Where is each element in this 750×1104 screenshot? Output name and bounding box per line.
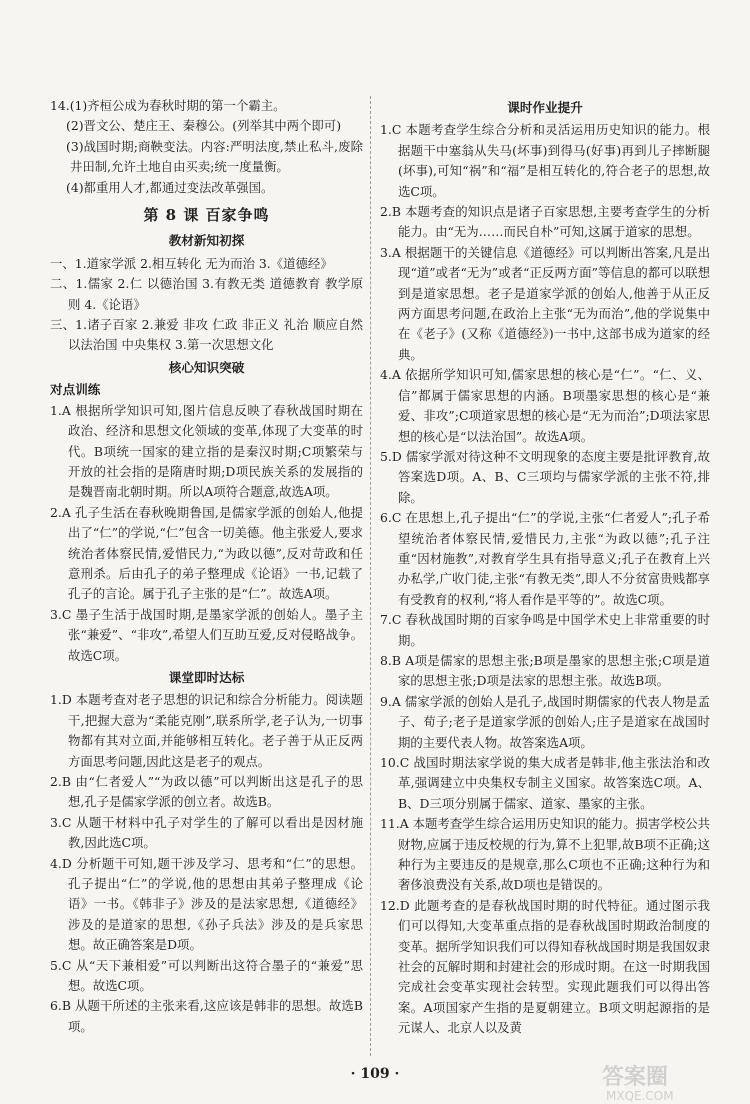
answer-item: 三、1.诸子百家 2.兼爱 非攻 仁政 非正义 礼治 顺应自然 以法治国 中央集权 3.第一次思想文化 — [50, 317, 363, 353]
section-title-homework: 课时作业提升 — [507, 100, 583, 115]
lesson-title: 第 8 课 百家争鸣 — [143, 206, 270, 225]
answer-item: 8.B A项是儒家的思想主张;B项是墨家的思想主张;C项是道家的思想主张;D项是法家的思想主张。故选B项。 — [380, 652, 710, 689]
q14-line: (4)都重用人才,都通过变法改革强国。 — [66, 179, 274, 195]
q14-line: (2)晋文公、楚庄王、秦穆公。(列举其中两个即可) — [66, 118, 342, 134]
answer-item: 4.D 分析题干可知,题干涉及学习、思考和“仁”的思想。孔子提出“仁”的学说,他的思想由其弟子整理成《论语》一书。《韩非子》涉及的是法家思想,《道德经》涉及的是道家的思想,《孙子兵法》涉及的是兵家思想。故正确答案是D项。 — [50, 855, 363, 953]
answer-item: 二、1.儒家 2.仁 以德治国 3.有教无类 道德教育 教学原则 4.《论语》 — [50, 276, 363, 312]
answer-item: 1.A 根据所学知识可知,图片信息反映了春秋战国时期在政治、经济和思想文化领域的变革,体现了大变革的时代。B项统一国家的建立指的是秦汉时期;C项繁荣与开放的社会指的是隋唐时期;D项民族关系的发展指的是魏晋南北朝时期。所以A项符合题意,故选A项。 — [50, 402, 363, 500]
answer-item: 9.A 儒家学派的创始人是孔子,战国时期儒家的代表人物是孟子、荀子;老子是道家学派的创始人;庄子是道家在战国时期的主要代表人物。故答案选A项。 — [380, 693, 710, 750]
answer-item: 5.C 从“天下兼相爱”可以判断出这符合墨子的“兼爱”思想。故选C项。 — [50, 957, 363, 994]
answer-item: 3.A 根据题干的关键信息《道德经》可以判断出答案,凡是出现“道”或者“无为”或者“正反两方面”等信息的都可以联想到是道家思想。老子是道家学派的创始人,他善于从正反两方面思考问题,在政治上主张“无为而治”,他的学说集中在《老子》(又称《道德经》)一书中,这部书成为道家的经典。 — [380, 244, 710, 362]
answer-item: 3.C 墨子生活于战国时期,是墨家学派的创始人。墨子主张“兼爱”、“非攻”,希望人们互助互爱,反对侵略战争。故选C项。 — [50, 606, 363, 663]
answer-item: 2.A 孔子生活在春秋晚期鲁国,是儒家学派的创始人,他提出了“仁”的学说,“仁”包含一切美德。他主张爱人,要求统治者体察民情,爱惜民力,“为政以德”,反对苛政和任意刑杀。后由孔子的弟子整理成《论语》一书,记载了孔子的言论。属于孔子主张的是“仁”。故选A项。 — [50, 504, 363, 602]
q14-line: 14.(1)齐桓公成为春秋时期的第一个霸主。 — [50, 98, 286, 113]
answer-item: 1.C 本题考查学生综合分析和灵活运用历史知识的能力。根据题干中塞翁从失马(坏事)到得马(好事)再到儿子摔断腿(坏事),可知“祸”和“福”是相互转化的,符合老子的思想,故选C项。 — [380, 122, 710, 199]
answer-item: 5.D 儒家学派对待这种不文明现象的态度主要是批评教育,故答案选D项。A、B、C三项均与儒家学派的主张不符,排除。 — [380, 448, 710, 505]
answer-item: 一、1.道家学派 2.相互转化 无为而治 3.《道德经》 — [50, 255, 333, 271]
section-title-classroom: 课堂即时达标 — [168, 669, 245, 685]
watermark-big-text: 答案圈 — [602, 1065, 669, 1090]
page-number: · 109 · — [350, 1066, 400, 1082]
left-column — [50, 96, 363, 1037]
answer-item: 2.B 本题考查的知识点是诸子百家思想,主要考查学生的分析能力。由“无为……而民自朴”可知,这属于道家的思想。 — [380, 204, 710, 240]
answer-item: 7.C 春秋战国时期的百家争鸣是中国学术史上非常重要的时期。 — [380, 612, 710, 648]
answer-item: 2.B 由“仁者爱人”“为政以德”可以判断出这是孔子的思想,孔子是儒家学派的创立者。故选B。 — [50, 774, 363, 810]
q14-line: (3)战国时期;商鞅变法。内容:严明法度,禁止私斗,废除井田制,允许土地自由买卖;统一度量衡。 — [66, 138, 363, 175]
answer-item: 6.C 在思想上,孔子提出“仁”的学说,主张“仁者爱人”;孔子希望统治者体察民情,爱惜民力,主张“为政以德”;孔子注重“因材施教”,对教育学生具有指导意义;孔子在教育上兴办私学,广收门徒,主张“有教无类”,即人不分贫富贵贱都享有受教育的权利,“将人看作是平等的”。故选C项。 — [380, 510, 710, 607]
answer-item: 4.A 依据所学知识可知,儒家思想的核心是“仁”。“仁、义、信”都属于儒家思想的内涵。B项墨家思想的核心是“兼爱、非攻”;C项道家思想的核心是“无为而治”;D项法家思想的核心是“以法治国”。故选A项。 — [380, 367, 710, 444]
subsection-title-practice: 对点训练 — [50, 382, 101, 398]
right-column — [380, 96, 710, 1039]
watermark-logo — [600, 1058, 730, 1104]
column-divider — [370, 96, 371, 1056]
watermark-small-text: MXQE.COM — [606, 1089, 674, 1103]
section-title-core-knowledge: 核心知识突破 — [168, 359, 245, 375]
answer-item: 11.A 本题考查学生综合运用历史知识的能力。损害学校公共财物,应属于违反校规的行为,算不上犯罪,故B项不正确;这种行为主要违反的是规章,那么C项也不正确;这种行为和奢侈浪费没有关系,故D项也是错误的。 — [380, 816, 710, 893]
section-title-new-knowledge: 教材新知初探 — [168, 233, 245, 249]
answer-item: 1.D 本题考查对老子思想的识记和综合分析能力。阅读题干,把握大意为“柔能克刚”,联系所学,老子认为,一切事物都有其对立面,并能够相互转化。老子善于从正反两方面思考问题,因此这是老子的观点。 — [50, 692, 363, 769]
answer-item: 3.C 从题干材料中孔子对学生的了解可以看出是因材施教,因此选C项。 — [50, 814, 363, 851]
answer-item: 10.C 战国时期法家学说的集大成者是韩非,他主张法治和改革,强调建立中央集权专制主义国家。故答案选C项。A、B、D三项分别属于儒家、道家、墨家的主张。 — [380, 755, 710, 811]
answer-item: 12.D 此题考查的是春秋战国时期的时代特征。通过图示我们可以得知,大变革重点指的是春秋战国时期政治制度的变革。据所学知识我们可以得知春秋战国时期是我国奴隶社会的瓦解时期和封建社会的形成时期。在这一时期我国完成社会变革实现社会转型。实现此题我们可以得出答案。A项国家产生指的是夏朝建立。B项文明起源指的是元谋人、北京人以及黄 — [380, 897, 710, 1036]
answer-item: 6.B 从题干所述的主张来看,这应该是韩非的思想。故选B项。 — [50, 998, 363, 1034]
